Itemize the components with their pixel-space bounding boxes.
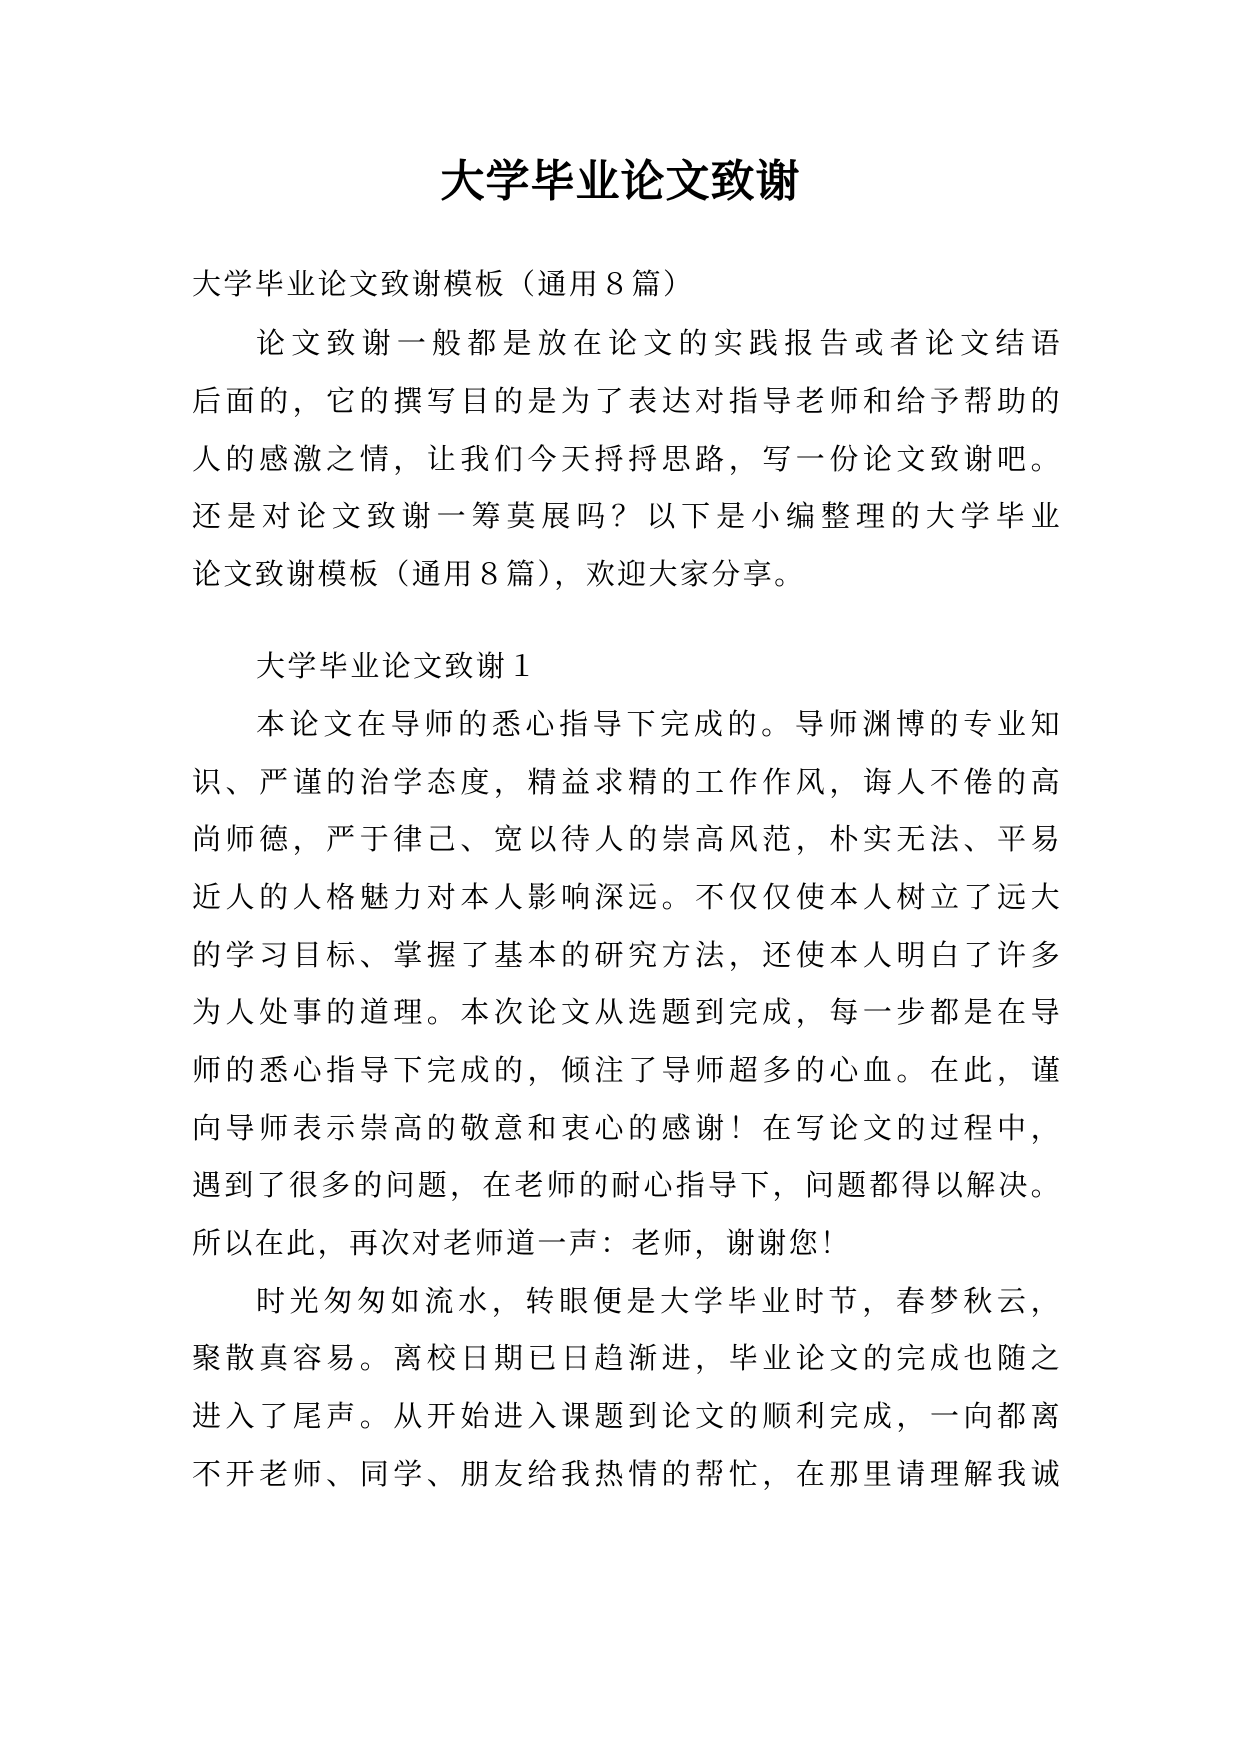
intro-line: 人的感激之情，让我们今天捋捋思路，写一份论文致谢吧。 (192, 442, 1062, 476)
paragraph-line: 为人处事的道理。本次论文从选题到完成，每一步都是在导 (192, 995, 1062, 1029)
intro-line: 论文致谢模板（通用８篇），欢迎大家分享。 (192, 557, 806, 591)
paragraph-line: 本论文在导师的悉心指导下完成的。导师渊博的专业知 (256, 707, 1062, 741)
paragraph-line: 聚散真容易。离校日期已日趋渐进，毕业论文的完成也随之 (192, 1341, 1062, 1375)
paragraph-line: 时光匆匆如流水，转眼便是大学毕业时节，春梦秋云， (256, 1284, 1062, 1318)
paragraph-line: 近人的人格魅力对本人影响深远。不仅仅使本人树立了远大 (192, 880, 1062, 914)
paragraph-line: 不开老师、同学、朋友给我热情的帮忙，在那里请理解我诚 (192, 1457, 1062, 1491)
paragraph-line: 进入了尾声。从开始进入课题到论文的顺利完成，一向都离 (192, 1399, 1062, 1433)
paragraph-line: 的学习目标、掌握了基本的研究方法，还使本人明白了许多 (192, 938, 1062, 972)
intro-line: 论文致谢一般都是放在论文的实践报告或者论文结语 (256, 326, 1062, 360)
paragraph-line: 识、严谨的治学态度，精益求精的工作作风，诲人不倦的高 (192, 765, 1062, 799)
intro-line: 还是对论文致谢一筹莫展吗？以下是小编整理的大学毕业 (192, 499, 1062, 533)
paragraph-line: 所以在此，再次对老师道一声：老师，谢谢您！ (192, 1226, 852, 1260)
paragraph-line: 师的悉心指导下完成的，倾注了导师超多的心血。在此，谨 (192, 1053, 1062, 1087)
document-subtitle: 大学毕业论文致谢模板（通用８篇） (192, 267, 695, 301)
paragraph-line: 向导师表示崇高的敬意和衷心的感谢！在写论文的过程中， (192, 1111, 1062, 1145)
paragraph-line: 尚师德，严于律己、宽以待人的崇高风范，朴实无法、平易 (192, 822, 1062, 856)
document-title: 大学毕业论文致谢 (440, 156, 801, 207)
intro-line: 后面的，它的撰写目的是为了表达对指导老师和给予帮助的 (192, 384, 1062, 418)
paragraph-line: 遇到了很多的问题，在老师的耐心指导下，问题都得以解决。 (192, 1168, 1062, 1202)
section-heading: 大学毕业论文致谢１ (256, 649, 539, 683)
